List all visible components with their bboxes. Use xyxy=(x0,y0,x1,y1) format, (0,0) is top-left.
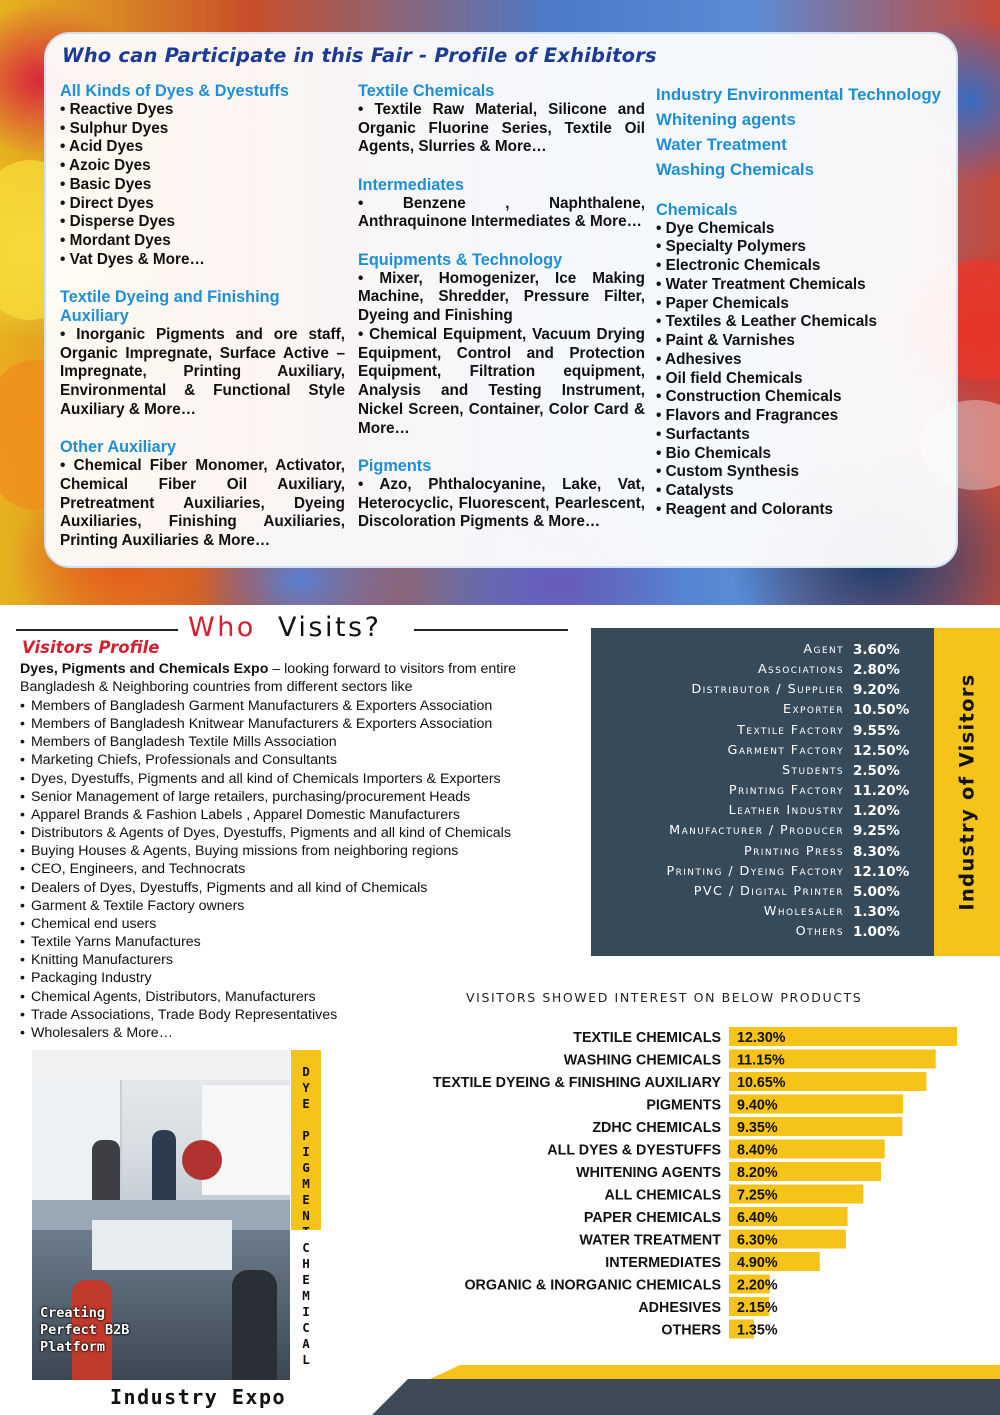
industry-percentage: 2.80% xyxy=(853,662,900,679)
industry-row xyxy=(591,662,934,682)
vertical-letter: N xyxy=(302,1208,310,1223)
category-item: • Bio Chemicals xyxy=(656,444,772,462)
visitor-segment-item: • Members of Bangladesh Knitwear Manufacturers & Exporters Association xyxy=(20,715,580,733)
visitor-segment-item: • Members of Bangladesh Textile Mills Association xyxy=(20,733,580,751)
category-item: • Dye Chemicals xyxy=(656,219,775,237)
visitor-segment-item: • CEO, Engineers, and Technocrats xyxy=(20,860,580,878)
visitor-segment-item: • Garment & Textile Factory owners xyxy=(20,897,580,915)
bottom-stripe-dark xyxy=(372,1379,1000,1415)
visitor-segment-item: • Wholesalers & More… xyxy=(20,1024,580,1042)
column-spacer xyxy=(60,420,345,439)
industry-percentage: 5.00% xyxy=(853,883,900,900)
industry-row xyxy=(591,803,934,823)
visitor-segment-item: • Marketing Chiefs, Professionals and Consultants xyxy=(20,751,580,769)
industry-of-visitors-side-banner xyxy=(934,628,1000,956)
bar-category-label: ADHESIVES xyxy=(638,1300,721,1316)
industry-label: Exporter xyxy=(783,702,844,718)
industry-row xyxy=(591,723,934,743)
bar-value-label: 2.15% xyxy=(737,1300,778,1316)
industry-row xyxy=(591,682,934,702)
visitor-segment-item: • Textile Yarns Manufactures xyxy=(20,933,580,951)
category-item: • Specialty Polymers xyxy=(656,238,806,256)
vertical-letter: L xyxy=(302,1352,310,1367)
category-item: • Surfactants xyxy=(656,425,750,443)
category-heading: Washing Chemicals xyxy=(656,160,814,179)
category-item: • Acid Dyes xyxy=(60,138,144,156)
bar-category-label: PIGMENTS xyxy=(646,1097,721,1114)
category-item: • Basic Dyes xyxy=(60,175,152,193)
photo-second-booth-sign xyxy=(92,1220,232,1270)
category-item: • Electronic Chemicals xyxy=(656,257,821,274)
bar-value-label: 8.40% xyxy=(737,1142,778,1159)
vertical-letter: D xyxy=(302,1064,310,1079)
industry-label: Printing Factory xyxy=(728,783,844,799)
industry-label: Distributor / Supplier xyxy=(691,682,844,698)
visitor-segment-item: • Packaging Industry xyxy=(20,969,580,987)
visitors-profile-title: Visitors Profile xyxy=(22,638,160,657)
top-background-collage xyxy=(0,0,1000,605)
dye-pigment-vertical-text xyxy=(291,1064,321,1240)
bar-value-label: 9.35% xyxy=(737,1120,778,1136)
industry-row xyxy=(591,642,934,662)
category-description: • Chemical Equipment, Vacuum Drying Equipment, Control and Protection Equipment, Filtration equipment, Analysis and Testing Instrument, Nickel Screen, Container, Color Card & More… xyxy=(358,325,645,437)
industry-percentage: 9.20% xyxy=(853,682,900,699)
visitor-segment-item: • Apparel Brands & Fashion Labels , Apparel Domestic Manufacturers xyxy=(20,806,580,824)
heading-rule-left xyxy=(16,629,178,631)
category-item: • Azoic Dyes xyxy=(60,157,151,174)
exhibitors-panel xyxy=(44,32,958,568)
bar-category-label: ORGANIC & INORGANIC CHEMICALS xyxy=(464,1277,721,1294)
expo-side-banner-dye-pigment xyxy=(291,1050,321,1230)
industry-row xyxy=(591,884,934,904)
vertical-letter: E xyxy=(302,1192,310,1207)
industry-percentage: 9.25% xyxy=(853,823,900,840)
vertical-letter: E xyxy=(302,1096,310,1111)
industry-row xyxy=(591,743,934,763)
category-item: • Paper Chemicals xyxy=(656,294,789,312)
industry-percentage: 12.50% xyxy=(853,742,910,759)
vertical-letter: M xyxy=(302,1288,310,1303)
industry-label: Associations xyxy=(757,662,844,678)
bar-value-label: 7.25% xyxy=(737,1187,778,1204)
category-item: • Sulphur Dyes xyxy=(60,119,169,137)
category-heading: Other Auxiliary xyxy=(60,438,177,457)
industry-row xyxy=(591,823,934,843)
industry-label: Others xyxy=(795,924,844,940)
visitor-segment-item: • Chemical end users xyxy=(20,915,580,933)
bar-category-label: ZDHC CHEMICALS xyxy=(592,1120,721,1136)
bar-value-label: 11.15% xyxy=(737,1052,785,1069)
visitor-segment-item: • Dealers of Dyes, Dyestuffs, Pigments and all kind of Chemicals xyxy=(20,879,580,897)
industry-percentage: 9.55% xyxy=(853,722,900,739)
industry-label: Students xyxy=(782,762,844,778)
chemical-vertical-text xyxy=(291,1240,321,1368)
bar-value-label: 8.20% xyxy=(737,1165,778,1181)
vertical-letter: P xyxy=(302,1128,310,1143)
bar-value-label: 2.20% xyxy=(737,1277,778,1294)
industry-row xyxy=(591,864,934,884)
category-description: • Textile Raw Material, Silicone and Organic Fluorine Series, Textile Oil Agents, Slurries & More… xyxy=(358,100,645,156)
industry-percentage: 10.50% xyxy=(853,702,910,719)
photo-visitor-figure-1 xyxy=(92,1140,120,1200)
category-item: • Mordant Dyes xyxy=(60,232,171,249)
visitor-segment-item: • Senior Management of large retailers, purchasing/procurement Heads xyxy=(20,788,580,806)
industry-percentage: 12.10% xyxy=(853,863,910,880)
industry-label: Agent xyxy=(803,642,844,657)
category-description: • Azo, Phthalocyanine, Lake, Vat, Heterocyclic, Fluorescent, Pearlescent, Discoloration Pigments & More… xyxy=(358,475,645,531)
industry-label: Textile Factory xyxy=(737,722,844,738)
bar-value-label: 6.30% xyxy=(737,1232,778,1249)
visitor-segment-item: • Members of Bangladesh Garment Manufacturers & Exporters Association xyxy=(20,697,580,715)
bar-category-label: WASHING CHEMICALS xyxy=(563,1052,721,1069)
bottom-stripe-yellow xyxy=(430,1365,1000,1379)
photo-visitor-figure-3 xyxy=(182,1140,222,1180)
expo-side-banner-chemical xyxy=(291,1230,321,1380)
column-spacer xyxy=(358,157,645,176)
visitors-intro xyxy=(20,660,565,696)
vertical-letter: H xyxy=(302,1256,310,1271)
vertical-letter: C xyxy=(302,1320,310,1335)
category-heading: Textile Dyeing and Finishing Auxiliary xyxy=(60,288,280,325)
category-item: • Construction Chemicals xyxy=(656,388,842,406)
category-item: • Custom Synthesis xyxy=(656,463,800,481)
photo-booth-panel-right xyxy=(202,1085,290,1195)
industry-label: Garment Factory xyxy=(727,742,844,758)
products-interest-bar-chart xyxy=(400,1024,1000,1344)
industry-percentage: 1.20% xyxy=(853,803,900,820)
industry-row xyxy=(591,783,934,803)
industry-of-visitors-table xyxy=(591,628,934,956)
category-item: • Oil field Chemicals xyxy=(656,369,803,387)
vertical-letter xyxy=(291,1112,321,1128)
category-heading: Equipments & Technology xyxy=(358,250,563,269)
exhibitors-column-3 xyxy=(656,82,954,520)
industry-label: Printing Press xyxy=(744,843,844,859)
category-description: • Inorganic Pigments and ore staff, Organic Impregnate, Surface Active – Impregnate, Printing Auxiliary, Environmental & Functional Style Auxiliary & More… xyxy=(60,325,345,418)
category-description: • Benzene , Naphthalene, Anthraquinone Intermediates & More… xyxy=(358,194,645,231)
bar-value-label: 12.30% xyxy=(737,1030,786,1046)
industry-percentage: 2.50% xyxy=(853,762,900,779)
industry-label: Printing / Dyeing Factory xyxy=(666,863,844,879)
category-item: • Adhesives xyxy=(656,350,742,368)
vertical-letter: I xyxy=(302,1144,310,1159)
category-item: • Direct Dyes xyxy=(60,194,154,212)
industry-row xyxy=(591,702,934,722)
category-heading: Industry Environmental Technology xyxy=(656,85,942,104)
industry-label: PVC / Digital Printer xyxy=(693,883,844,899)
photo-visitor-figure-5 xyxy=(232,1270,277,1380)
bar-category-label: WATER TREATMENT xyxy=(579,1232,721,1249)
visitor-segment-item: • Knitting Manufacturers xyxy=(20,951,580,969)
exhibitors-column-1 xyxy=(60,82,345,551)
category-item: • Catalysts xyxy=(656,482,734,499)
visitor-segment-item: • Chemical Agents, Distributors, Manufacturers xyxy=(20,988,580,1006)
industry-of-visitors-title: Industry of Visitors xyxy=(955,673,979,911)
category-heading: Intermediates xyxy=(358,175,464,194)
bar-category-label: OTHERS xyxy=(661,1322,721,1339)
visitor-segment-item: • Dyes, Dyestuffs, Pigments and all kind of Chemicals Importers & Exporters xyxy=(20,770,580,788)
visitors-intro-expo-name: Dyes, Pigments and Chemicals Expo xyxy=(20,661,269,677)
heading-rule-right xyxy=(414,629,568,631)
exhibitors-column-2 xyxy=(358,82,645,532)
bar-category-label: TEXTILE CHEMICALS xyxy=(573,1030,721,1046)
vertical-letter: M xyxy=(302,1176,310,1191)
bar-value-label: 6.40% xyxy=(737,1210,778,1226)
category-item: • Disperse Dyes xyxy=(60,213,176,231)
vertical-letter: Y xyxy=(302,1080,310,1095)
who-visits-word-1: Who xyxy=(188,612,256,643)
category-heading: All Kinds of Dyes & Dyestuffs xyxy=(60,82,289,100)
category-item: • Reagent and Colorants xyxy=(656,500,834,518)
who-visits-word-2: Visits? xyxy=(278,612,382,643)
industry-row xyxy=(591,844,934,864)
category-description: • Chemical Fiber Monomer, Activator, Chemical Fiber Oil Auxiliary, Pretreatment Auxiliaries, Dyeing Auxiliaries, Finishing Auxiliaries, Printing Auxiliaries & More… xyxy=(60,457,345,549)
bar-category-label: ALL CHEMICALS xyxy=(604,1187,721,1204)
industry-label: Wholesaler xyxy=(763,903,844,919)
photo-visitor-figure-2 xyxy=(152,1130,176,1200)
category-item: • Vat Dyes & More… xyxy=(60,250,205,268)
industry-percentage: 1.00% xyxy=(853,924,900,941)
category-item: • Paint & Varnishes xyxy=(656,332,795,349)
bar-value-label: 4.90% xyxy=(737,1255,778,1271)
category-heading: Pigments xyxy=(358,457,432,475)
category-item: • Water Treatment Chemicals xyxy=(656,275,866,293)
visitor-segment-item: • Buying Houses & Agents, Buying missions from neighboring regions xyxy=(20,842,580,860)
category-heading: Textile Chemicals xyxy=(358,82,495,100)
visitor-segment-item: • Distributors & Agents of Dyes, Dyestuffs, Pigments and all kind of Chemicals xyxy=(20,824,580,842)
bar-category-label: TEXTILE DYEING & FINISHING AUXILIARY xyxy=(432,1075,721,1091)
photo-ceiling xyxy=(32,1050,290,1080)
expo-name: Industry Expo xyxy=(110,1385,287,1409)
bar-category-label: INTERMEDIATES xyxy=(605,1255,721,1271)
bar-value-label: 1.35% xyxy=(737,1322,778,1339)
column-spacer xyxy=(358,438,645,457)
category-description: • Mixer, Homogenizer, Ice Making Machine, Shredder, Pressure Filter, Dyeing and Finishing xyxy=(358,269,645,324)
bar-category-label: ALL DYES & DYESTUFFS xyxy=(547,1142,721,1159)
visitors-intro-text: – looking forward to visitors from entire Bangladesh & Neighboring countries from different sectors like xyxy=(20,661,516,696)
industry-percentage: 1.30% xyxy=(853,903,900,920)
category-heading: Whitening agents xyxy=(656,110,796,129)
exhibitors-title: Who can Participate in this Fair - Profile of Exhibitors xyxy=(62,44,657,67)
chart-title: VISITORS SHOWED INTEREST ON BELOW PRODUCTS xyxy=(466,990,863,1005)
industry-row xyxy=(591,904,934,924)
bar-category-label: WHITENING AGENTS xyxy=(576,1165,721,1181)
bar-category-label: PAPER CHEMICALS xyxy=(583,1210,721,1226)
industry-label: Leather Industry xyxy=(728,803,844,819)
vertical-letter: E xyxy=(302,1272,310,1287)
industry-percentage: 3.60% xyxy=(853,642,900,658)
industry-row xyxy=(591,763,934,783)
visitor-segment-item: • Trade Associations, Trade Body Representatives xyxy=(20,1006,580,1024)
industry-percentage: 8.30% xyxy=(853,843,900,860)
category-heading: Water Treatment xyxy=(656,135,787,154)
column-spacer xyxy=(60,270,345,289)
column-spacer xyxy=(358,232,645,251)
vertical-letter: A xyxy=(302,1336,310,1351)
category-item: • Flavors and Fragrances xyxy=(656,407,839,424)
vertical-letter: C xyxy=(302,1240,310,1255)
industry-label: Manufacturer / Producer xyxy=(669,823,844,839)
bar-value-label: 9.40% xyxy=(737,1097,778,1114)
expo-tagline: Creating Perfect B2B Platform xyxy=(40,1305,130,1355)
category-item: • Textiles & Leather Chemicals xyxy=(656,313,878,331)
category-heading: Chemicals xyxy=(656,200,738,219)
vertical-letter: I xyxy=(302,1304,310,1319)
bar-value-label: 10.65% xyxy=(737,1075,786,1091)
industry-percentage: 11.20% xyxy=(853,783,910,800)
vertical-letter: G xyxy=(302,1160,310,1175)
category-item: • Reactive Dyes xyxy=(60,100,174,118)
column-spacer xyxy=(656,182,954,201)
industry-row xyxy=(591,924,934,944)
